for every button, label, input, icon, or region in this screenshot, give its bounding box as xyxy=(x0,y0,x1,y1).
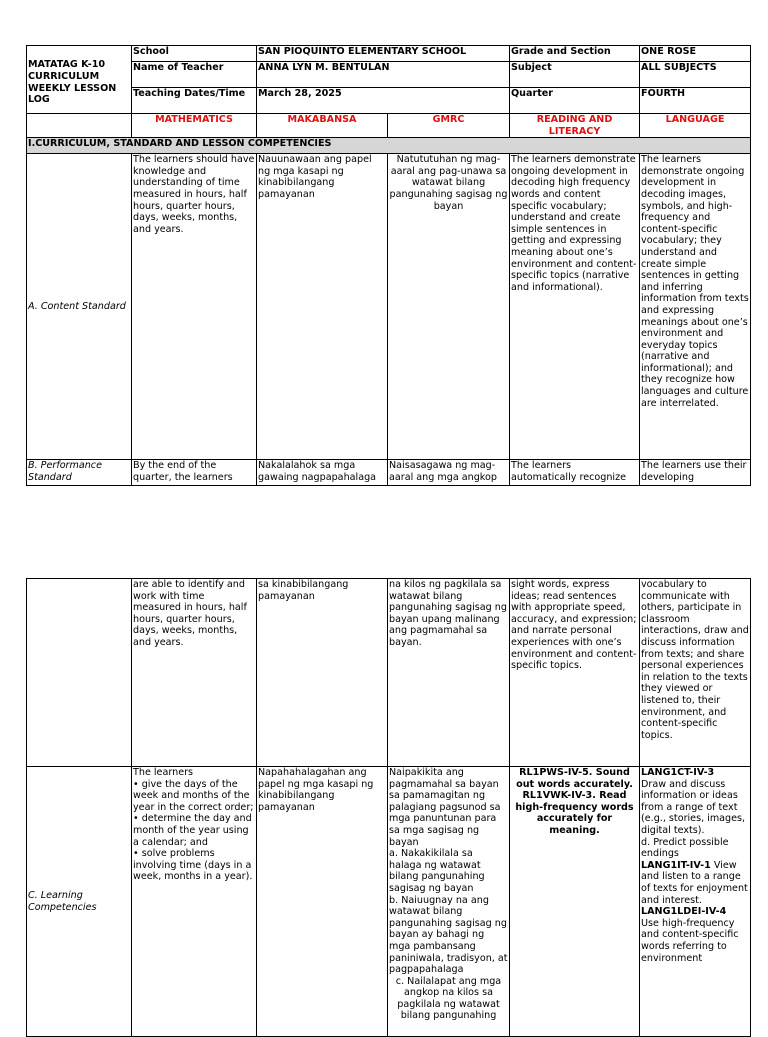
subject-header-reading: READING AND LITERACY xyxy=(510,114,640,138)
quarter-value: FOURTH xyxy=(640,88,751,114)
performance-standard-language-p2: vocabulary to communicate with others, participate in classroom interactions, draw and discuss information from texts; and share personal experiences in relation to the texts they viewed or listened to, their environment, and content-specific topics. xyxy=(640,579,751,767)
lc-language-text-1: Draw and discuss information or ideas from a range of text (e.g., stories, images, digital texts). xyxy=(641,778,746,836)
lc-language-code-2: LANG1IT-IV-1 xyxy=(641,859,711,871)
subject-header-mathematics: MATHEMATICS xyxy=(132,114,257,138)
subject-header-gmrc: GMRC xyxy=(388,114,510,138)
performance-standard-makabansa-p2: sa kinabibilangang pamayanan xyxy=(257,579,388,767)
subject-value: ALL SUBJECTS xyxy=(640,62,751,88)
lc-math-intro: The learners xyxy=(133,767,194,778)
lc-gmrc-a: a. Nakakikilala sa halaga ng watawat bilang pangunahing sagisag ng bayan xyxy=(389,848,485,894)
learning-competencies-language xyxy=(640,767,751,1037)
lc-gmrc-intro: Naipakikita ang pagmamahal sa bayan sa pamamagitan ng palagiang pagsunod sa mga panuntunan para sa mga sagisag ng bayan xyxy=(389,767,501,848)
school-label: School xyxy=(132,46,257,62)
lc-math-bullet-3: • solve problems involving time (days in a week, months in a year). xyxy=(133,848,253,883)
learning-competencies-gmrc xyxy=(388,767,510,1037)
content-standard-reading: The learners demonstrate ongoing development in decoding high frequency words and content specific vocabulary; understand and create simple sentences in getting and expressing meaning about one’s environment and content-specific topics (narrative and informational). xyxy=(510,154,640,460)
log-title: MATATAG K-10 CURRICULUM WEEKLY LESSON LOG xyxy=(27,46,132,114)
content-standard-gmrc: Natututuhan ng mag-aaral ang pag-unawa sa watawat bilang pangunahing sagisag ng bayan xyxy=(388,154,510,460)
performance-standard-math-p1: By the end of the quarter, the learners xyxy=(132,460,257,486)
content-standard-makabansa: Nauunawaan ang papel ng mga kasapi ng kinabibilangang pamayanan xyxy=(257,154,388,460)
content-standard-label: A. Content Standard xyxy=(27,154,132,460)
lc-language-text-1b: d. Predict possible endings xyxy=(641,836,729,860)
learning-competencies-makabansa: Napahahalagahan ang papel ng mga kasapi ng kinabibilangang pamayanan xyxy=(257,767,388,1037)
lc-reading-code-1: RL1PWS-IV-5. Sound out words accurately. xyxy=(516,767,633,790)
learning-competencies-label: C. Learning Competencies xyxy=(27,767,132,1037)
section-title: I.CURRICULUM, STANDARD AND LESSON COMPETENCIES xyxy=(27,138,751,154)
lc-gmrc-b: b. Naiuugnay na ang watawat bilang pangunahing sagisag ng bayan ay bahagi ng mga pambansang paniniwala, tradisyon, at pagpapahalaga xyxy=(389,894,508,976)
performance-standard-reading-p1: The learners automatically recognize xyxy=(510,460,640,486)
performance-standard-label-continued xyxy=(27,579,132,767)
teaching-dates-label: Teaching Dates/Time xyxy=(132,88,257,114)
lc-language-text-3: Use high-frequency and content-specific words referring to environment xyxy=(641,917,739,964)
learning-competencies-reading xyxy=(510,767,640,1037)
performance-standard-reading-p2: sight words, express ideas; read sentences with appropriate speed, accuracy, and expression; and narrate personal experiences with one’s environment and content-specific topics. xyxy=(510,579,640,767)
performance-standard-gmrc-p2: na kilos ng pagkilala sa watawat bilang pangunahing sagisag ng bayan upang malinang ang pagmamahal sa bayan. xyxy=(388,579,510,767)
performance-standard-math-p2: are able to identify and work with time measured in hours, half hours, quarter hours, days, weeks, months, and years. xyxy=(132,579,257,767)
performance-standard-label: B. Performance Standard xyxy=(27,460,132,486)
school-value: SAN PIOQUINTO ELEMENTARY SCHOOL xyxy=(257,46,510,62)
grade-section-value: ONE ROSE xyxy=(640,46,751,62)
learning-competencies-math xyxy=(132,767,257,1037)
lc-language-text-2: View and listen to a range of texts for enjoyment and interest. xyxy=(641,859,748,906)
lesson-log-table-page-2 xyxy=(26,578,751,1037)
teacher-value: ANNA LYN M. BENTULAN xyxy=(257,62,510,88)
content-standard-math: The learners should have knowledge and understanding of time measured in hours, half hours, quarter hours, days, weeks, months, and years. xyxy=(132,154,257,460)
lc-reading-code-2: RL1VWK-IV-3. Read high-frequency words accurately for meaning. xyxy=(515,790,634,836)
subject-header-makabansa: MAKABANSA xyxy=(257,114,388,138)
subject-header-language: LANGUAGE xyxy=(640,114,751,138)
lesson-log-table-page-1 xyxy=(26,45,751,486)
lc-language-code-1: LANG1CT-IV-3 xyxy=(641,767,715,778)
subject-header-blank xyxy=(27,114,132,138)
lc-language-code-3: LANG1LDEI-IV-4 xyxy=(641,906,727,918)
quarter-label: Quarter xyxy=(510,88,640,114)
lc-gmrc-c: c. Nailalapat ang mga angkop na kilos sa pagkilala ng watawat bilang pangunahing xyxy=(395,975,502,1022)
performance-standard-gmrc-p1: Naisasagawa ng mag-aaral ang mga angkop xyxy=(388,460,510,486)
content-standard-language: The learners demonstrate ongoing development in decoding images, symbols, and high-frequency and content-specific vocabulary; they understand and create simple sentences in getting and inferring information from texts and expressing meanings about one’s environment and everyday topics (narrative and informational); and they recognize how languages and culture are interrelated. xyxy=(640,154,751,460)
performance-standard-language-p1: The learners use their developing xyxy=(640,460,751,486)
grade-section-label: Grade and Section xyxy=(510,46,640,62)
subject-label: Subject xyxy=(510,62,640,88)
teacher-label: Name of Teacher xyxy=(132,62,257,88)
lc-math-bullet-2: • determine the day and month of the year using a calendar; and xyxy=(133,813,252,848)
performance-standard-makabansa-p1: Nakalalahok sa mga gawaing nagpapahalaga xyxy=(257,460,388,486)
lc-math-bullet-1: • give the days of the week and months of the year in the correct order; xyxy=(133,778,254,813)
teaching-dates-value: March 28, 2025 xyxy=(257,88,510,114)
